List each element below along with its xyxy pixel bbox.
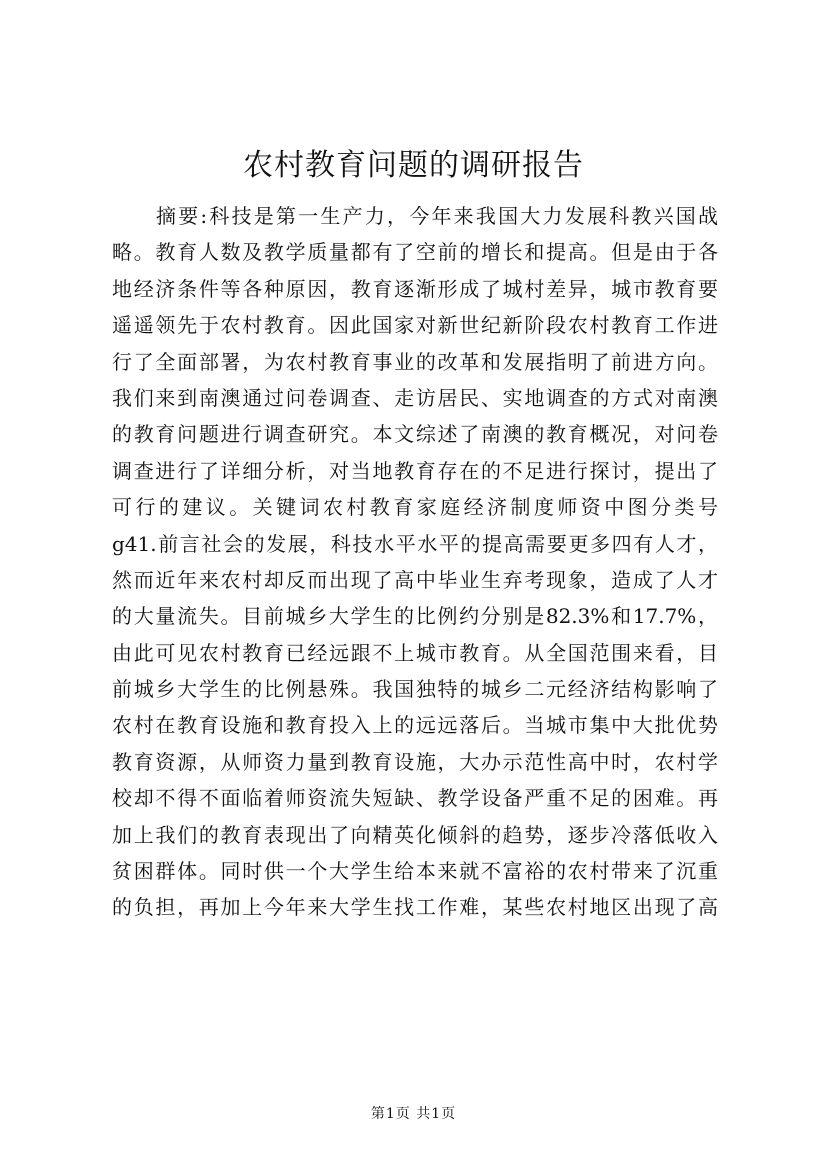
body-line: 我们来到南澳通过问卷调查、走访居民、实地调查的方式对南澳 (112, 385, 718, 410)
body-line: 的大量流失。目前城乡大学生的比例约分别是82.3%和17.7%， (112, 604, 718, 629)
body-line: 的负担，再加上今年来大学生找工作难，某些农村地区出现了高 (112, 895, 718, 920)
body-line: 校却不得不面临着师资流失短缺、教学设备严重不足的困难。再 (112, 786, 718, 811)
page-number-footer: 第1页 共1页 (370, 1106, 457, 1122)
body-line: 前城乡大学生的比例悬殊。我国独特的城乡二元经济结构影响了 (112, 677, 718, 702)
document-body (112, 198, 718, 926)
body-line: 农村在教育设施和教育投入上的远远落后。当城市集中大批优势 (112, 713, 718, 738)
body-line: 加上我们的教育表现出了向精英化倾斜的趋势，逐步冷落低收入 (112, 822, 718, 847)
body-line: 摘要:科技是第一生产力，今年来我国大力发展科教兴国战 (156, 204, 718, 228)
body-line: 教育资源，从师资力量到教育设施，大办示范性高中时，农村学 (112, 749, 718, 774)
body-line: 的教育问题进行调查研究。本文综述了南澳的教育概况，对问卷 (112, 422, 718, 447)
body-line: 略。教育人数及教学质量都有了空前的增长和提高。但是由于各 (112, 240, 718, 265)
body-line: 行了全面部署，为农村教育事业的改革和发展指明了前进方向。 (112, 349, 718, 374)
body-line: g41.前言社会的发展，科技水平水平的提高需要更多四有人才， (112, 531, 718, 556)
body-line: 由此可见农村教育已经远跟不上城市教育。从全国范围来看，目 (112, 640, 718, 665)
body-line: 地经济条件等各种原因，教育逐渐形成了城村差异，城市教育要 (112, 276, 718, 301)
body-line: 然而近年来农村却反而出现了高中毕业生弃考现象，造成了人才 (112, 567, 718, 592)
document-title: 农村教育问题的调研报告 (243, 148, 584, 183)
body-line: 贫困群体。同时供一个大学生给本来就不富裕的农村带来了沉重 (112, 859, 718, 884)
body-line: 遥遥领先于农村教育。因此国家对新世纪新阶段农村教育工作进 (112, 313, 718, 338)
body-line: 可行的建议。关键词农村教育家庭经济制度师资中图分类号 (112, 495, 718, 520)
body-line: 调查进行了详细分析，对当地教育存在的不足进行探讨，提出了 (112, 458, 718, 483)
